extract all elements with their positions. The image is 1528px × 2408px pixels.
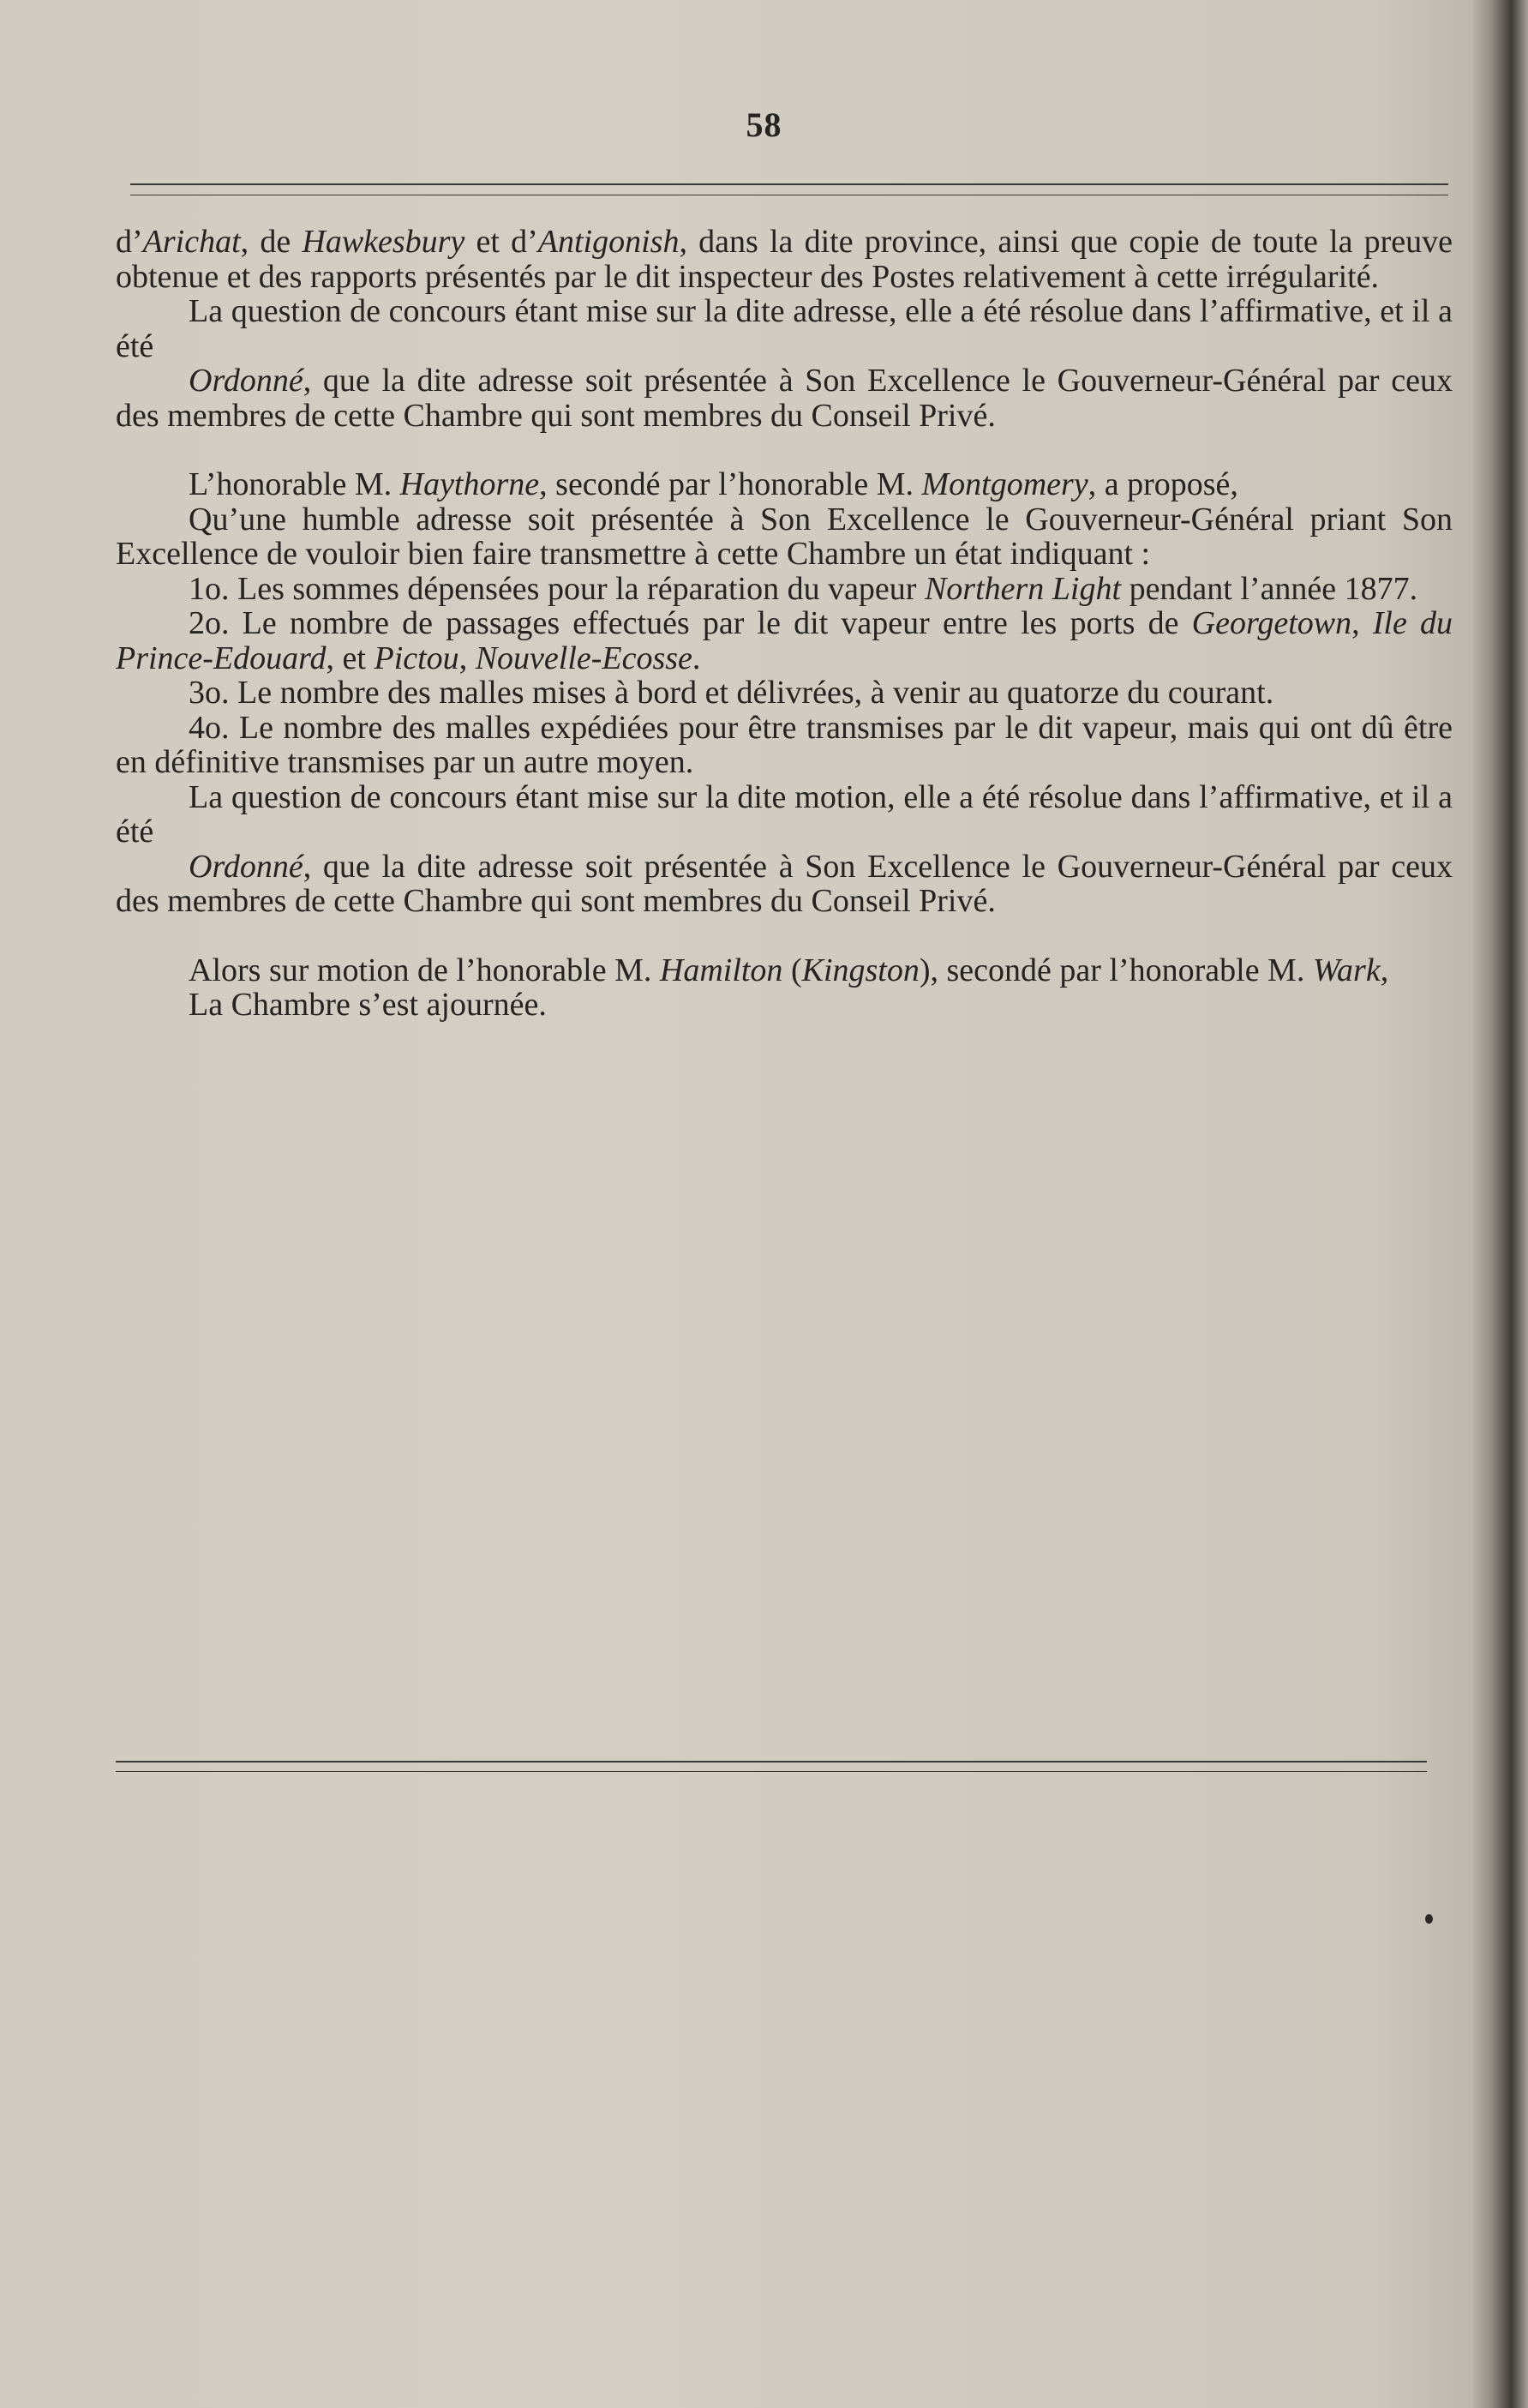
italic-text: Ile du Prince-Edouard [116,605,1453,676]
paragraph-p2 [116,294,1453,363]
paragraph-p12 [116,953,1453,988]
italic-text: Georgetown [1191,605,1352,641]
text-run: et d’ [464,224,538,260]
text-run: , [458,640,476,676]
page-binding-edge [1472,0,1528,2408]
text-run: 3o. Le nombre des malles mises à bord et délivrées, à venir au quatorze du courant. [189,675,1274,711]
paragraph-p11 [116,850,1453,919]
text-run: ), secondé par l’honorable M. [919,952,1313,988]
text-run: La question de concours étant mise sur la dite motion, elle a été résolue dans l’affirmative, et il a été [116,778,1453,850]
text-run: , et [326,640,375,676]
italic-text: Nouvelle-Ecosse [475,640,692,676]
italic-text: Arichat [142,224,241,260]
text-run: , a proposé, [1088,466,1238,502]
paragraph-p10 [116,780,1453,850]
text-run: , dans la dite province, ainsi que copie de toute la preuve obtenue et des rapports présentés par le dit inspecteur des Postes relativement à cette irrégularité. [116,224,1453,295]
text-run: 1o. Les sommes dépensées pour la réparation du vapeur [189,570,925,607]
text-run: , [1380,952,1389,988]
paragraph-p3 [116,363,1453,433]
paragraph-p8 [116,676,1453,711]
italic-text: Kingston [801,952,920,988]
page-number: 58 [746,105,782,144]
italic-text: Ordonné [189,363,303,399]
text-run: , secondé par l’honorable M. [539,466,922,502]
paragraph-p13 [116,988,1453,1023]
italic-text: Northern Light [924,570,1122,607]
text-run: , que la dite adresse soit présentée à Son Excellence le Gouverneur-Général par ceux des membres de cette Chambre qui sont membres du Conseil Privé. [116,848,1453,919]
text-run: Alors sur motion de l’honorable M. [189,952,660,988]
text-run: , de [240,224,303,260]
footer-rule-bottom [116,1771,1427,1772]
paragraph-p7 [116,606,1453,676]
text-run: La question de concours étant mise sur la dite adresse, elle a été résolue dans l’affirmative, et il a été [116,293,1453,364]
text-run: , que la dite adresse soit présentée à Son Excellence le Gouverneur-Général par ceux des membres de cette Chambre qui sont membres du Conseil Privé. [116,363,1453,434]
paragraph-p1 [116,225,1453,294]
text-run: , [1351,605,1373,641]
text-run: . [692,640,701,676]
italic-text: Antigonish [537,224,680,260]
text-run: pendant l’année 1877. [1121,570,1418,607]
paragraph-p4 [116,467,1453,502]
paragraph-p5 [116,502,1453,572]
text-run: ( [782,952,802,988]
paragraph-p6 [116,572,1453,607]
text-run: d’ [116,224,143,260]
header-rule-top [130,183,1448,185]
italic-text: Haythorne [399,466,540,502]
italic-text: Ordonné [189,848,303,885]
text-run: L’honorable M. [189,466,400,502]
italic-text: Pictou [374,640,459,676]
text-run: Qu’une humble adresse soit présentée à Son Excellence le Gouverneur-Général priant Son Excellence de vouloir bien faire transmettre à cette Chambre un état indiquant : [116,501,1453,572]
italic-text: Hamilton [659,952,783,988]
text-run: La Chambre s’est ajournée. [189,987,547,1023]
body-text [116,225,1453,1023]
text-run: 2o. Le nombre de passages effectués par le dit vapeur entre les ports de [189,605,1192,641]
italic-text: Wark [1312,952,1381,988]
italic-text: Hawkesbury [302,224,465,260]
paragraph-p9 [116,711,1453,780]
italic-text: Montgomery [921,466,1088,502]
footer-rule-top [116,1761,1427,1762]
ink-dot [1425,1914,1433,1924]
text-run: 4o. Le nombre des malles expédiées pour être transmises par le dit vapeur, mais qui ont dû être en définitive transmises par un autre moyen. [116,709,1453,780]
